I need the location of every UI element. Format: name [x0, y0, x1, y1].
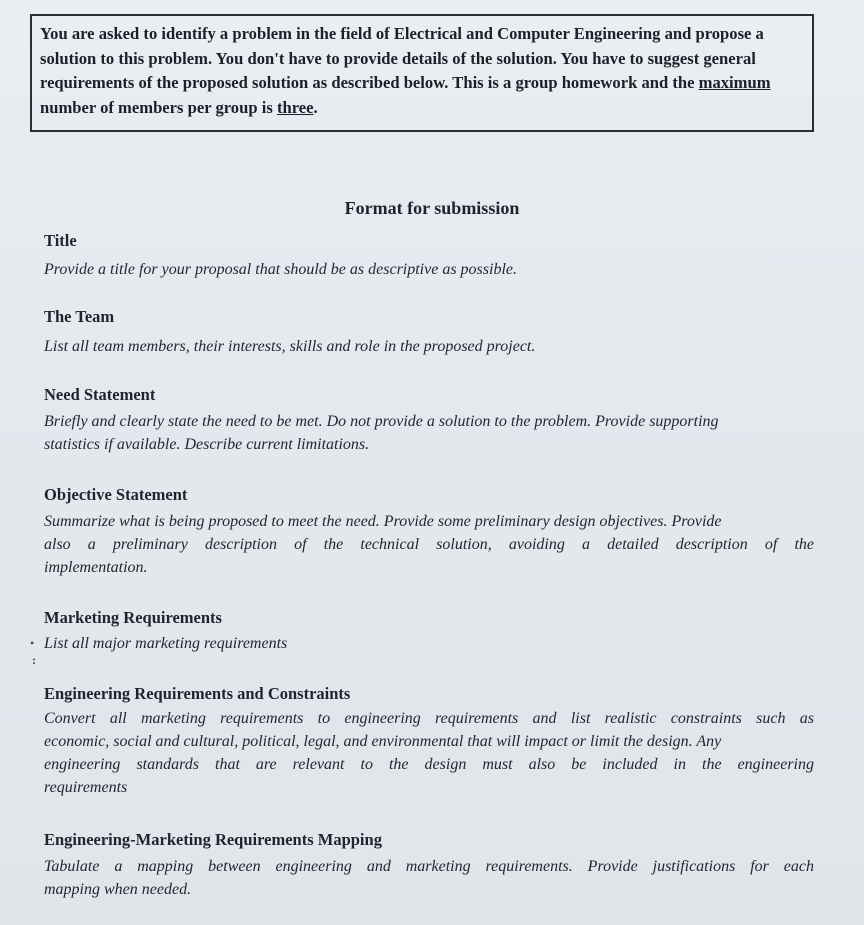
section-title-objective: Objective Statement — [44, 485, 188, 504]
intro-line-2: solution to this problem. You don't have to provide details of the solution. You have to suggest general — [40, 48, 756, 68]
section-body-line: requirements — [44, 779, 128, 796]
intro-line-1: You are asked to identify a problem in the field of Electrical and Computer Engineering and propose a — [40, 24, 764, 43]
section-body-line: Briefly and clearly state the need to be met. Do not provide a solution to the problem. Provide supporting — [44, 413, 719, 430]
underlined-maximum: maximum — [698, 73, 771, 92]
colon-mark-icon: : — [32, 653, 36, 667]
section-body-line: mapping when needed. — [44, 881, 192, 898]
intro-line-4 — [40, 96, 804, 121]
intro-line-3 — [40, 71, 804, 96]
section-body-line: Tabulate a mapping between engineering and marketing requirements. Provide justifications for each — [44, 858, 814, 875]
section-body-engineering — [44, 707, 814, 799]
section-body-line: List all major marketing requirements — [44, 635, 288, 652]
intro-box — [30, 14, 814, 132]
section-title-engineering: Engineering Requirements and Constraints — [44, 684, 351, 703]
section-title-need: Need Statement — [44, 385, 156, 404]
intro-line-3-text: requirements of the proposed solution as described below. This is a group homework and the — [40, 73, 699, 92]
section-body-title — [44, 258, 814, 281]
section-body-line: statistics if available. Describe current limitations. — [44, 436, 370, 453]
section-body-line: Provide a title for your proposal that should be as descriptive as possible. — [44, 261, 517, 278]
section-body-line: economic, social and cultural, political, legal, and environmental that will impact or limit the design. Any — [44, 733, 722, 750]
section-title-mapping: Engineering-Marketing Requirements Mapping — [44, 830, 382, 849]
section-body-line: engineering standards that are relevant to the design must also be included in the engineering — [44, 756, 814, 773]
section-body-line: List all team members, their interests, skills and role in the proposed project. — [44, 338, 536, 355]
section-body-objective — [44, 510, 814, 579]
intro-line-4-suffix: . — [313, 97, 318, 117]
underlined-three: three — [276, 97, 314, 117]
section-body-line: also a preliminary description of the technical solution, avoiding a detailed description of the — [44, 536, 814, 553]
section-body-line: Convert all marketing requirements to engineering requirements and list realistic constraints such as — [44, 710, 814, 727]
section-title-marketing: Marketing Requirements — [44, 608, 222, 627]
section-body-line: implementation. — [44, 559, 148, 576]
section-body-mapping — [44, 855, 814, 901]
section-body-team — [44, 335, 814, 358]
section-title-title: Title — [44, 231, 77, 250]
section-body-marketing — [44, 632, 814, 655]
intro-line-4-prefix: number of members per group is — [40, 97, 277, 117]
page-heading: Format for submission — [344, 198, 520, 218]
section-body-line: Summarize what is being proposed to meet the need. Provide some preliminary design objectives. Provide — [44, 513, 722, 530]
bullet-dot-icon: • — [30, 636, 35, 650]
section-body-need — [44, 410, 814, 456]
section-title-team: The Team — [44, 307, 115, 326]
